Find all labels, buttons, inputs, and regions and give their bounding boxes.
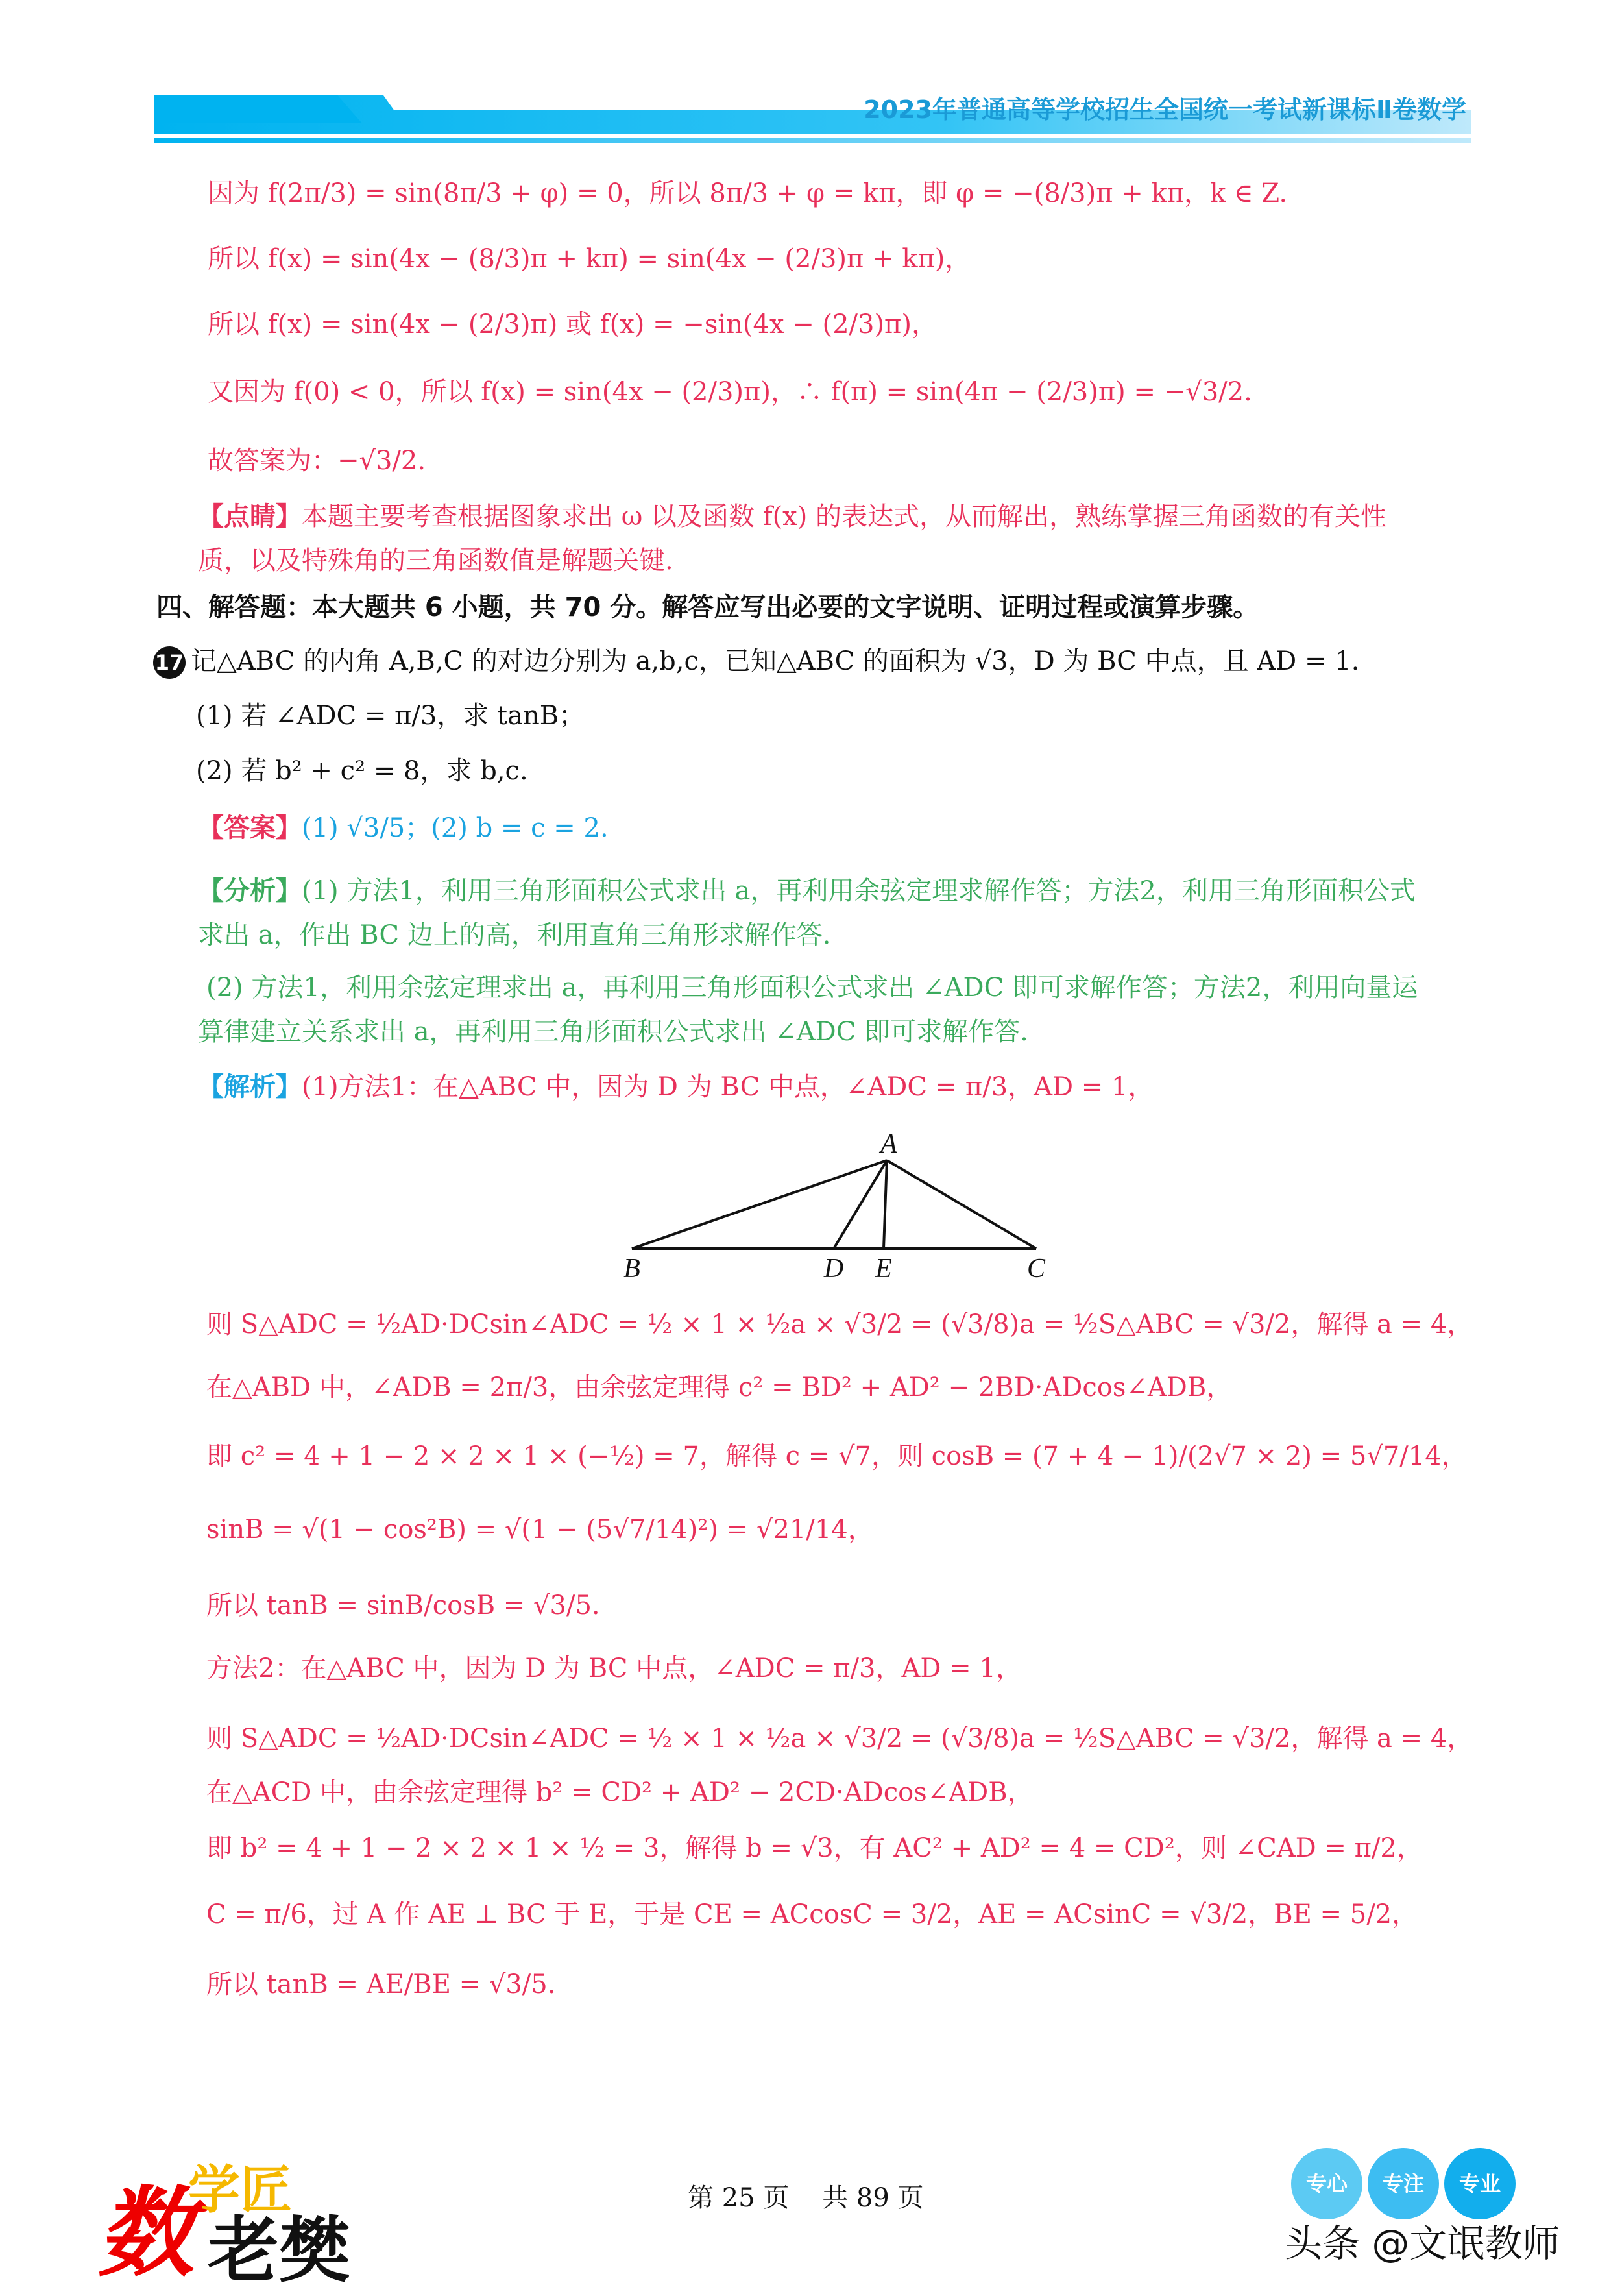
- label-E: E: [875, 1254, 892, 1284]
- answer-tag: 【答案】: [198, 812, 302, 843]
- question-part-1: (1) 若 ∠ADC = π/3，求 tanB；: [196, 701, 585, 731]
- solution-line: 则 S△ADC = ½AD·DCsin∠ADC = ½ × 1 × ½a × √3/2 = (√3/8)a = ½S△ABC = √3/2，解得 a = 4，: [206, 1724, 1473, 1753]
- solution-line: sinB = √(1 − cos²B) = √(1 − (5√7/14)²) = √21/14，: [206, 1515, 874, 1545]
- solution-line: 故答案为：−√3/2.: [208, 446, 426, 476]
- solution-line: 因为 f(2π/3) = sin(8π/3 + φ) = 0，所以 8π/3 + φ = kπ，即 φ = −(8/3)π + kπ，k ∈ Z.: [208, 178, 1288, 208]
- edge-AD: [834, 1160, 887, 1249]
- badge: 专注: [1368, 2148, 1439, 2219]
- solution-tag: 【解析】: [198, 1071, 302, 1102]
- question-part-2: (2) 若 b² + c² = 8，求 b,c.: [196, 756, 528, 786]
- question-text: 记△ABC 的内角 A,B,C 的对边分别为 a,b,c，已知△ABC 的面积为 √3，D 为 BC 中点，且 AD = 1.: [191, 646, 1360, 676]
- badge: 专心: [1291, 2148, 1362, 2219]
- solution-line: 所以 f(x) = sin(4x − (2/3)π) 或 f(x) = −sin(4x − (2/3)π)，: [208, 310, 938, 339]
- solution-line: 又因为 f(0) < 0，所以 f(x) = sin(4x − (2/3)π)，∴ f(π) = sin(4π − (2/3)π) = −√3/2.: [208, 377, 1252, 407]
- badge: 专业: [1444, 2148, 1516, 2219]
- answer-text: (1) √3/5；(2) b = c = 2.: [302, 813, 609, 843]
- note-tag: 【点睛】: [198, 501, 302, 531]
- solution-line: 方法2：在△ABC 中，因为 D 为 BC 中点，∠ADC = π/3，AD = 1，: [206, 1654, 1022, 1683]
- analysis-line: (2) 方法1，利用余弦定理求出 a，再利用三角形面积公式求出 ∠ADC 即可求解作答；方法2，利用向量运: [206, 973, 1418, 1003]
- solution-line: 在△ACD 中，由余弦定理得 b² = CD² + AD² − 2CD·ADcos∠ADB，: [206, 1777, 1034, 1807]
- label-A: A: [880, 1129, 897, 1159]
- brand-logo: 数 学匠 老樊: [97, 2160, 350, 2292]
- analysis-line: 算律建立关系求出 a，再利用三角形面积公式求出 ∠ADC 即可求解作答.: [198, 1017, 1028, 1047]
- solution-line: 则 S△ADC = ½AD·DCsin∠ADC = ½ × 1 × ½a × √3/2 = (√3/8)a = ½S△ABC = √3/2，解得 a = 4，: [206, 1310, 1473, 1339]
- edge-AB: [632, 1160, 887, 1249]
- analysis-text: (1) 方法1，利用三角形面积公式求出 a，再利用余弦定理求解作答；方法2，利用三角形面积公式: [302, 876, 1416, 906]
- solution-text: (1)方法1：在△ABC 中，因为 D 为 BC 中点，∠ADC = π/3，AD = 1，: [302, 1072, 1154, 1102]
- header-title: 2023年普通高等学校招生全国统一考试新课标Ⅱ卷数学: [864, 95, 1466, 124]
- note-line: 质，以及特殊角的三角函数值是解题关键.: [198, 546, 673, 576]
- label-D: D: [823, 1254, 844, 1284]
- page-number: 第 25 页: [688, 2183, 790, 2213]
- solution-line: 即 b² = 4 + 1 − 2 × 2 × 1 × ½ = 3，解得 b = √3，有 AC² + AD² = 4 = CD²，则 ∠CAD = π/2，: [206, 1833, 1423, 1863]
- label-C: C: [1026, 1254, 1046, 1284]
- solution-line: 所以 f(x) = sin(4x − (8/3)π + kπ) = sin(4x − (2/3)π + kπ)，: [208, 244, 971, 274]
- analysis-tag: 【分析】: [198, 875, 302, 906]
- label-B: B: [623, 1254, 640, 1284]
- solution-line: 在△ABD 中，∠ADB = 2π/3，由余弦定理得 c² = BD² + AD² − 2BD·ADcos∠ADB，: [206, 1373, 1233, 1402]
- solution-line: 即 c² = 4 + 1 − 2 × 2 × 1 × (−½) = 7，解得 c = √7，则 cosB = (7 + 4 − 1)/(2√7 × 2) = 5√7/14，: [206, 1441, 1468, 1471]
- analysis-line: 求出 a，作出 BC 边上的高，利用直角三角形求解作答.: [198, 920, 831, 950]
- edge-AC: [887, 1160, 1036, 1249]
- section-title: 四、解答题：本大题共 6 小题，共 70 分。解答应写出必要的文字说明、证明过程或演算步骤。: [156, 592, 1259, 622]
- page-total: 共 89 页: [822, 2183, 924, 2213]
- badge-group: [1285, 2148, 1564, 2271]
- watermark: 头条 @文氓教师: [1285, 2221, 1560, 2265]
- solution-line: 所以 tanB = AE/BE = √3/5.: [206, 1970, 556, 1999]
- edge-AE: [884, 1160, 887, 1249]
- page-indicator: [688, 2177, 924, 2214]
- note-text: 本题主要考查根据图象求出 ω 以及函数 f(x) 的表达式，从而解出，熟练掌握三角函数的有关性: [302, 502, 1387, 531]
- question-number: 17: [153, 646, 186, 679]
- solution-line: 所以 tanB = sinB/cosB = √3/5.: [206, 1591, 600, 1620]
- solution-line: C = π/6，过 A 作 AE ⊥ BC 于 E，于是 CE = ACcosC = 3/2，AE = ACsinC = √3/2，BE = 5/2，: [206, 1899, 1418, 1929]
